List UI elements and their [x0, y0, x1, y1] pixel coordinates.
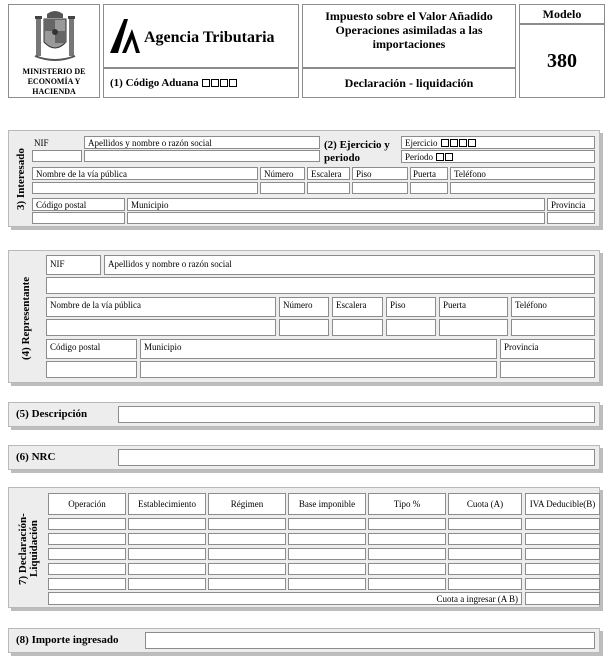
name-label: Apellidos y nombre o razón social	[88, 138, 212, 148]
column-header: Operación	[48, 493, 126, 515]
rep-number-label: Número	[283, 300, 313, 310]
rep-id-field[interactable]	[46, 277, 595, 294]
rep-nif-label: NIF	[50, 259, 65, 269]
model-number-box	[519, 24, 605, 98]
table-cell[interactable]	[128, 563, 206, 575]
ejercicio-label: Ejercicio	[405, 137, 476, 149]
floor-field[interactable]	[352, 182, 408, 194]
column-header: Régimen	[208, 493, 286, 515]
rep-stair-field[interactable]	[332, 319, 383, 336]
customs-code-box	[103, 68, 299, 98]
total-field[interactable]	[525, 592, 600, 605]
importe-label: (8) Importe ingresado	[16, 634, 119, 646]
stair-label: Escalera	[311, 169, 342, 179]
table-cell[interactable]	[128, 548, 206, 560]
coat-of-arms-icon	[33, 8, 77, 64]
agency-name: Agencia Tributaria	[144, 29, 275, 46]
table-cell[interactable]	[525, 518, 600, 530]
municipality-label-cell	[127, 198, 545, 211]
rep-postal-field[interactable]	[46, 361, 137, 378]
table-cell[interactable]	[368, 518, 446, 530]
year-digit-box[interactable]	[459, 139, 467, 147]
floor-label: Piso	[356, 169, 372, 179]
column-header: Cuota (A)	[448, 493, 522, 515]
descripcion-label: (5) Descripción	[16, 408, 88, 420]
representante-label: (4) Representante	[20, 276, 32, 360]
municipality-field[interactable]	[127, 212, 545, 224]
table-cell[interactable]	[448, 563, 522, 575]
rep-municipality-label-cell	[140, 339, 497, 359]
phone-field[interactable]	[450, 182, 595, 194]
nif-field[interactable]	[32, 150, 82, 162]
table-cell[interactable]	[525, 563, 600, 575]
title-box	[302, 4, 516, 68]
agencia-tributaria-logo-icon	[108, 15, 142, 55]
rep-number-field[interactable]	[279, 319, 329, 336]
nrc-label: (6) NRC	[16, 451, 56, 463]
table-cell[interactable]	[288, 578, 366, 590]
province-field[interactable]	[547, 212, 595, 224]
table-cell[interactable]	[448, 533, 522, 545]
liquidacion-label: 7) Declaración-Liquidación	[17, 513, 40, 585]
nif-label: NIF	[34, 138, 49, 148]
model-label-box	[519, 4, 605, 24]
customs-digit-box[interactable]	[211, 79, 219, 87]
table-cell[interactable]	[288, 563, 366, 575]
ministry-name: MINISTERIO DE ECONOMÍA Y HACIENDA	[22, 67, 86, 96]
form-subtitle: Declaración - liquidación	[344, 76, 474, 90]
number-label: Número	[264, 169, 294, 179]
street-label: Nombre de la vía pública	[36, 169, 127, 179]
model-number: 380	[547, 50, 577, 72]
phone-label: Teléfono	[454, 169, 486, 179]
rep-floor-field[interactable]	[386, 319, 436, 336]
rep-province-label: Provincia	[504, 342, 539, 352]
postal-field[interactable]	[32, 212, 125, 224]
column-header: Tipo %	[368, 493, 446, 515]
agency-box	[103, 4, 299, 68]
table-cell[interactable]	[128, 533, 206, 545]
table-cell[interactable]	[48, 578, 126, 590]
table-cell[interactable]	[128, 518, 206, 530]
table-cell[interactable]	[368, 578, 446, 590]
table-cell[interactable]	[368, 533, 446, 545]
rep-phone-field[interactable]	[511, 319, 595, 336]
postal-label: Código postal	[36, 200, 87, 210]
year-digit-box[interactable]	[468, 139, 476, 147]
rep-municipality-field[interactable]	[140, 361, 497, 378]
table-cell[interactable]	[288, 548, 366, 560]
total-label: Cuota a ingresar (A B)	[436, 594, 518, 604]
rep-municipality-label: Municipio	[144, 342, 182, 352]
table-cell[interactable]	[48, 548, 126, 560]
descripcion-field[interactable]	[118, 406, 595, 423]
rep-name-label: Apellidos y nombre o razón social	[108, 259, 232, 269]
table-cell[interactable]	[288, 533, 366, 545]
rep-province-field[interactable]	[500, 361, 595, 378]
name-field[interactable]	[84, 150, 320, 162]
street-field[interactable]	[32, 182, 258, 194]
interesado-label: 3) Interesado	[15, 148, 27, 210]
door-label: Puerta	[413, 169, 436, 179]
form-title: Impuesto sobre el Valor Añadido Operaciones asimiladas a las importaciones	[325, 9, 493, 51]
customs-digit-box[interactable]	[220, 79, 228, 87]
subtitle-box	[302, 68, 516, 98]
table-cell[interactable]	[368, 563, 446, 575]
table-cell[interactable]	[208, 533, 286, 545]
importe-field[interactable]	[145, 632, 595, 649]
table-cell[interactable]	[208, 563, 286, 575]
stair-field[interactable]	[307, 182, 350, 194]
ejercicio-title: (2) Ejercicio y periodo	[324, 139, 390, 164]
rep-postal-label: Código postal	[50, 342, 101, 352]
column-header: Establecimiento	[128, 493, 206, 515]
table-cell[interactable]	[525, 578, 600, 590]
table-cell[interactable]	[525, 533, 600, 545]
municipality-label: Municipio	[131, 200, 169, 210]
table-cell[interactable]	[448, 548, 522, 560]
periodo-label: Período	[405, 151, 453, 163]
nrc-field[interactable]	[118, 449, 595, 466]
column-header: Base imponible	[288, 493, 366, 515]
model-label: Modelo	[542, 7, 582, 21]
period-digit-box[interactable]	[445, 153, 453, 161]
table-cell[interactable]	[208, 548, 286, 560]
table-cell[interactable]	[368, 548, 446, 560]
rep-floor-label: Piso	[390, 300, 406, 310]
ministry-box	[8, 4, 100, 98]
table-cell[interactable]	[208, 578, 286, 590]
customs-digit-box[interactable]	[202, 79, 210, 87]
door-field[interactable]	[410, 182, 448, 194]
table-cell[interactable]	[448, 518, 522, 530]
table-cell[interactable]	[128, 578, 206, 590]
table-cell[interactable]	[448, 578, 522, 590]
rep-phone-label: Teléfono	[515, 300, 547, 310]
number-field[interactable]	[260, 182, 305, 194]
table-cell[interactable]	[48, 563, 126, 575]
table-cell[interactable]	[48, 533, 126, 545]
period-digit-box[interactable]	[436, 153, 444, 161]
customs-code-label: (1) Código Aduana	[110, 77, 237, 89]
rep-door-field[interactable]	[439, 319, 508, 336]
rep-street-label: Nombre de la vía pública	[50, 300, 141, 310]
column-header: IVA Deducible(B)	[525, 493, 600, 515]
table-cell[interactable]	[208, 518, 286, 530]
year-digit-box[interactable]	[450, 139, 458, 147]
customs-digit-box[interactable]	[229, 79, 237, 87]
rep-stair-label: Escalera	[336, 300, 367, 310]
rep-door-label: Puerta	[443, 300, 466, 310]
year-digit-box[interactable]	[441, 139, 449, 147]
table-cell[interactable]	[525, 548, 600, 560]
province-label: Provincia	[551, 200, 586, 210]
table-cell[interactable]	[288, 518, 366, 530]
table-cell[interactable]	[48, 518, 126, 530]
rep-street-field[interactable]	[46, 319, 276, 336]
